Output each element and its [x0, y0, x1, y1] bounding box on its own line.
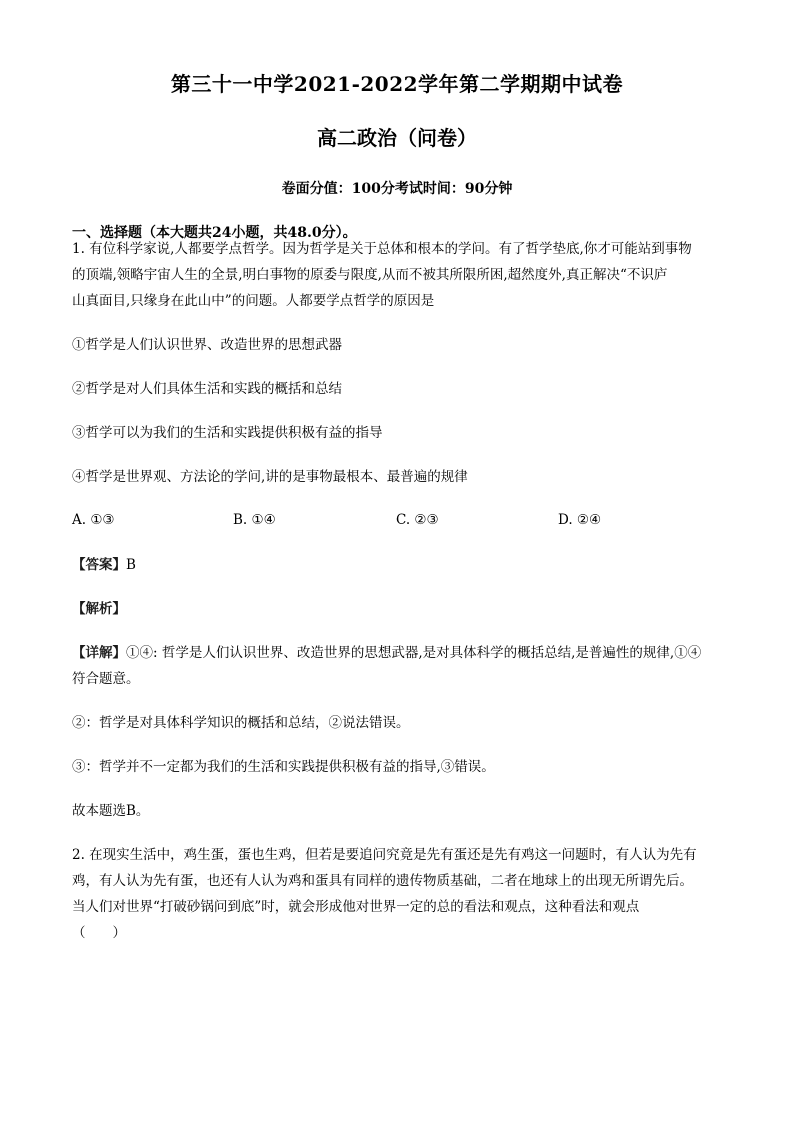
q1-item: ②哲学是对人们具体生活和实践的概括和总结	[72, 381, 342, 397]
q1-stem-line: 1. 有位科学家说,人都要学点哲学。因为哲学是关于总体和根本的学问。有了哲学垫底,你才可能站到事物	[72, 241, 692, 257]
q1-explain-line: ②：哲学是对具体科学知识的概括和总结，②说法错误。	[72, 715, 410, 731]
q1-answer	[72, 556, 727, 574]
detail-label: 【详解】	[72, 645, 126, 661]
answer-value: B	[126, 557, 136, 573]
q1-detail-line	[72, 644, 727, 662]
section-heading: 一、选择题（本大题共24小题，共48.0分）。	[72, 225, 357, 241]
exam-subtitle: 高二政治（问卷）	[317, 126, 477, 150]
q1-stem-line: 的顶端,领略宇宙人生的全景,明白事物的原委与限度,从而不被其所限所困,超然度外,真正解决“不识庐	[72, 267, 668, 283]
q1-item: ③哲学可以为我们的生活和实践提供积极有益的指导	[72, 425, 383, 441]
q1-option-a: A. ①③	[72, 512, 115, 528]
q2-stem-line: 鸡，有人认为先有蛋，也还有人认为鸡和蛋具有同样的遗传物质基础，二者在地球上的出现无所谓先后。	[72, 873, 693, 889]
q1-stem-line: 山真面目,只缘身在此山中”的问题。人都要学点哲学的原因是	[72, 293, 435, 309]
analysis-label: 【解析】	[72, 601, 126, 617]
q1-item: ④哲学是世界观、方法论的学问,讲的是事物最根本、最普遍的规律	[72, 469, 468, 485]
exam-title: 第三十一中学2021-2022学年第二学期期中试卷	[170, 72, 624, 96]
q2-stem-line: 2. 在现实生活中，鸡生蛋，蛋也生鸡，但若是要追问究竟是先有蛋还是先有鸡这一问题时，有人认为先有	[72, 847, 697, 863]
q1-option-b: B. ①④	[233, 512, 276, 528]
answer-label: 【答案】	[72, 557, 126, 573]
q1-explain-line: 故本题选B。	[72, 803, 150, 819]
exam-meta: 卷面分值：100分考试时间：90分钟	[281, 181, 513, 197]
q1-detail-line: 符合题意。	[72, 671, 140, 687]
q1-explain-line: ③：哲学并不一定都为我们的生活和实践提供积极有益的指导,③错误。	[72, 759, 495, 775]
q1-analysis	[72, 600, 727, 618]
q1-option-d: D. ②④	[558, 512, 602, 528]
q1-option-c: C. ②③	[396, 512, 439, 528]
q1-item: ①哲学是人们认识世界、改造世界的思想武器	[72, 337, 342, 353]
q2-stem-line: 当人们对世界“打破砂锅问到底”时，就会形成他对世界一定的总的看法和观点，这种看法和观点	[72, 899, 640, 915]
detail-text: ①④: 哲学是人们认识世界、改造世界的思想武器,是对具体科学的概括总结,是普遍性的规律,①④	[126, 645, 702, 661]
q2-answer-blank: （ ）	[72, 925, 126, 941]
